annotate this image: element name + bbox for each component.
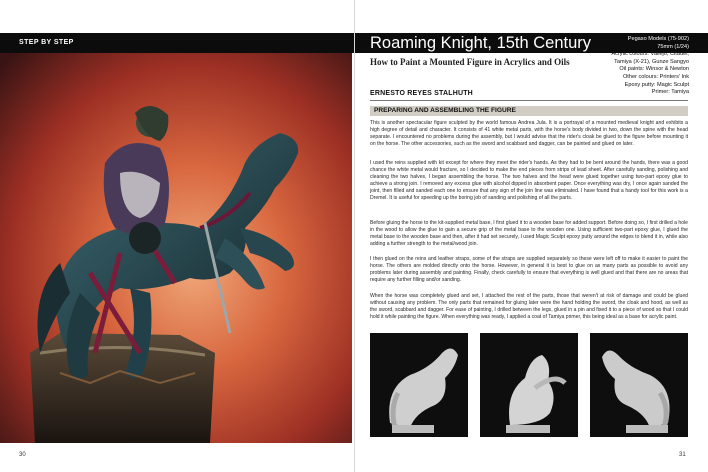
thumbnail-photo: [370, 333, 468, 437]
primed-horse-right-image: [590, 333, 688, 437]
page-number-right: 31: [679, 452, 686, 458]
spec-line: Tamiya (X-21), Gunze Sangyo: [614, 58, 689, 65]
article-title: Roaming Knight, 15th Century: [370, 34, 592, 52]
spec-line: Epoxy putty: Magic Sculpt: [624, 81, 689, 88]
author-name: ERNESTO REYES STALHUTH: [370, 90, 473, 97]
spec-line: Primer: Tamiya: [651, 89, 689, 96]
section-label: STEP BY STEP: [19, 39, 74, 46]
thumbnail-photo: [480, 333, 578, 437]
spec-line: Oil paints: Winsor & Newton: [619, 66, 689, 73]
paragraph: When the horse was completely glued and set, I attached the rest of the parts, those that weren't at risk of damage and could be glued without causing any problem. The only parts that remained for gluing later were the hand holding the sword, the cloak and hood, as well as the sword, scabbard and dagger. For ease of painting, I drilled between the legs, glued in a pin and fixed it to a piece of wood so that I could hold it while painting the figure. When everything was ready, I applied a coat of Tamiya primer, this being ideal as a base for acrylic paint.: [370, 293, 688, 320]
paragraph: I then glued on the reins and leather straps, some of the straps are supplied separately so these were left off to make it easier to paint the horse. The others are molded directly onto the horse. However, in general it is best to glue on as many parts as possible to avoid any problems later during assembly and painting. Finally, check carefully to ensure that everything is well glued and that there are no areas that require any further filling and/or sanding.: [370, 256, 688, 283]
spec-line: Acrylic colours: Vallejo, Citadel,: [611, 51, 689, 58]
mounted-knight-image: [0, 53, 352, 443]
primed-horse-left-image: [370, 333, 468, 437]
spec-line: 75mm (1/24): [657, 43, 689, 50]
thumbnail-photo: [590, 333, 688, 437]
page-gutter: [354, 0, 355, 472]
paragraph: I used the reins supplied with kit except for where they meet the rider's hands. As they had to be bent around the hands, there was a good chance the white metal would fracture, so I decided to make the end pieces from strips of lead sheet. After carefully sanding, polishing and cleaning the two halves, I began assembling the horse. The two halves and the head were glued together using two-part epoxy glue to achieve a strong join. I removed any excess glue with alcohol dipped in absorbent paper. Once everything was dry, I once again sanded the joint, then filled and sanded each one to ensure that any sign of the join line was eliminated. I have found that a handy tool for this work is a Dremel. It is useful for speeding up the boring job of sanding and polishing of all the parts.: [370, 160, 688, 201]
section-heading: PREPARING AND ASSEMBLING THE FIGURE: [374, 107, 516, 114]
spec-line: Other colours: Printers' Ink: [622, 73, 689, 80]
divider: [370, 100, 688, 101]
page-number-left: 30: [19, 452, 26, 458]
spec-line: Pegaso Models (75-902): [627, 36, 689, 42]
knight-figure-photo: [0, 53, 352, 443]
article-subtitle: How to Paint a Mounted Figure in Acrylics and Oils: [370, 57, 570, 67]
model-specs: [611, 36, 689, 97]
paragraph: Before gluing the horse to the kit-supplied metal base, I first glued it to a wooden base for added support. Before doing so, I first drilled a hole in the wood to allow the glue to gain a secure grip of the metal base to the wooden one. Using sufficient two-part epoxy glue, I glued the metal base to the wooden base and then, after it had set securely, I used Magic Sculpt epoxy putty around the edges to blend it in, while also adding a further strength to the metal/wood join.: [370, 220, 688, 247]
paragraph: This is another spectacular figure sculpted by the world famous Andrea Jula. It is a portrayal of a mounted medieval knight and exhibits a high degree of detail and character. It consists of 41 white metal parts, with the horse's body divided in two, down the spine with the head separate. I encountered no problems during the assembly, but I would advise that the rider's cloak be glued to the figure before mounting it on the horse. The other accessories, such as the sword and scabbard and dagger, can be painted and glued on later.: [370, 120, 688, 147]
primed-horse-front-image: [480, 333, 578, 437]
